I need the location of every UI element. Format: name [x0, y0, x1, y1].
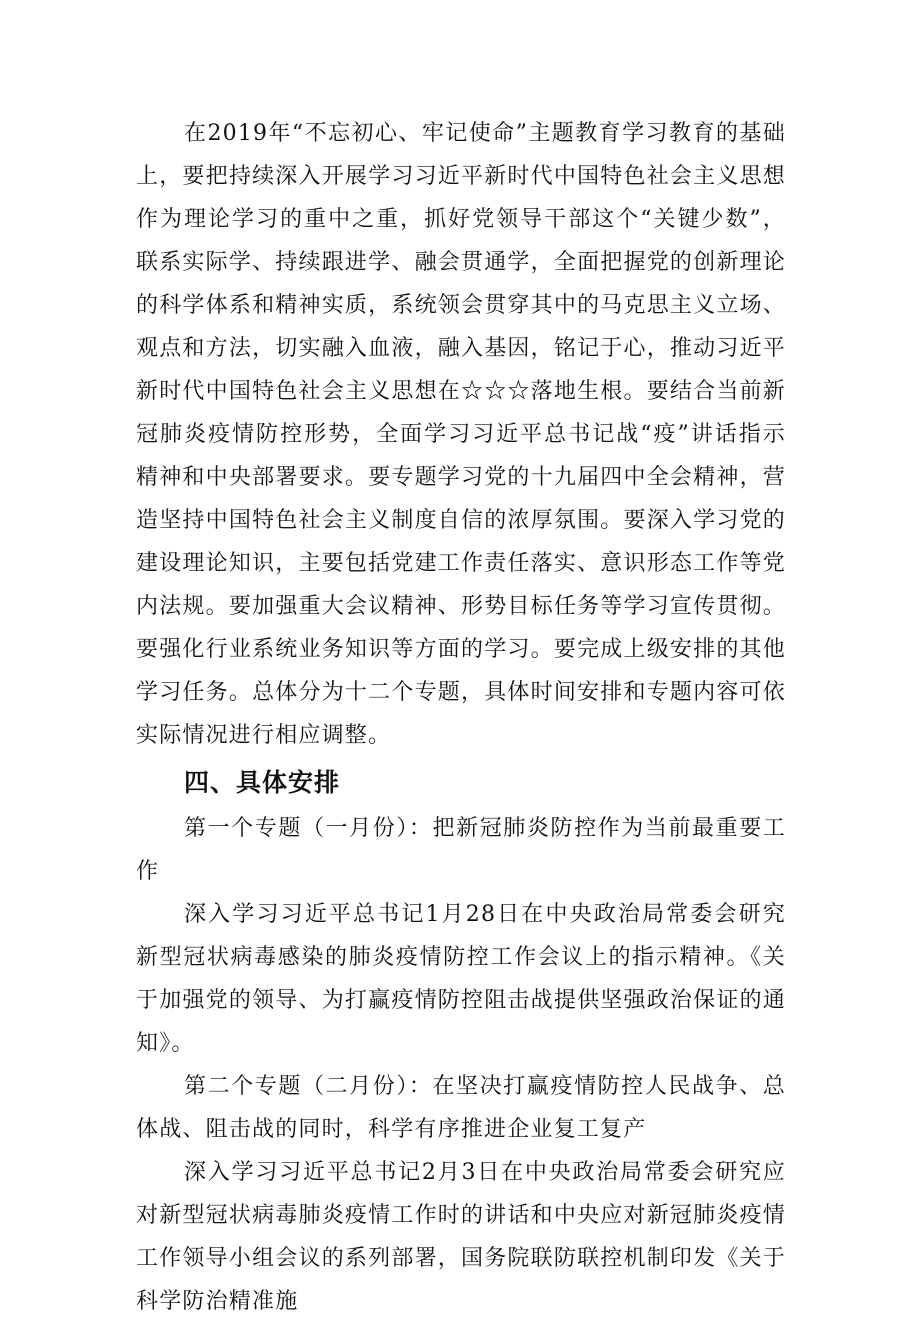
topic-1-title: 第一个专题（一月份）：把新冠肺炎防控作为当前最重要工作 — [136, 816, 786, 884]
topic-2-body: 深入学习习近平总书记2月3日在中央政治局常委会研究应对新型冠状病毒肺炎疫情工作时的讲话和中央应对新冠肺炎疫情工作领导小组会议的系列部署，国务院联防联控机制印发《关于科学防治精准施 — [136, 1160, 786, 1314]
section-heading: 四、具体安排 — [184, 768, 341, 797]
topic-2-title: 第二个专题（二月份）：在坚决打赢疫情防控人民战争、总体战、阻击战的同时，科学有序推进企业复工复产 — [136, 1074, 786, 1142]
topic-1-body: 深入学习习近平总书记1月28日在中央政治局常委会研究新型冠状病毒感染的肺炎疫情防控工作会议上的指示精神。《关于加强党的领导、为打赢疫情防控阻击战提供坚强政治保证的通知》。 — [136, 902, 786, 1056]
intro-paragraph: 在2019年“不忘初心、牢记使命”主题教育学习教育的基础上，要把持续深入开展学习习近平新时代中国特色社会主义思想作为理论学习的重中之重，抓好党领导干部这个“关键少数”，联系实际学、持续跟进学、融会贯通学，全面把握党的创新理论的科学体系和精神实质，系统领会贯穿其中的马克思主义立场、观点和方法，切实融入血液，融入基因，铭记于心，推动习近平新时代中国特色社会主义思想在☆☆☆落地生根。要结合当前新冠肺炎疫情防控形势，全面学习习近平总书记战“疫”讲话指示精神和中央部署要求。要专题学习党的十九届四中全会精神，营造坚持中国特色社会主义制度自信的浓厚氛围。要深入学习党的建设理论知识，主要包括党建工作责任落实、意识形态工作等党内法规。要加强重大会议精神、形势目标任务等学习宣传贯彻。要强化行业系统业务知识等方面的学习。要完成上级安排的其他学习任务。总体分为十二个专题，具体时间安排和专题内容可依实际情况进行相应调整。 — [136, 121, 786, 748]
document-page — [136, 112, 786, 1323]
